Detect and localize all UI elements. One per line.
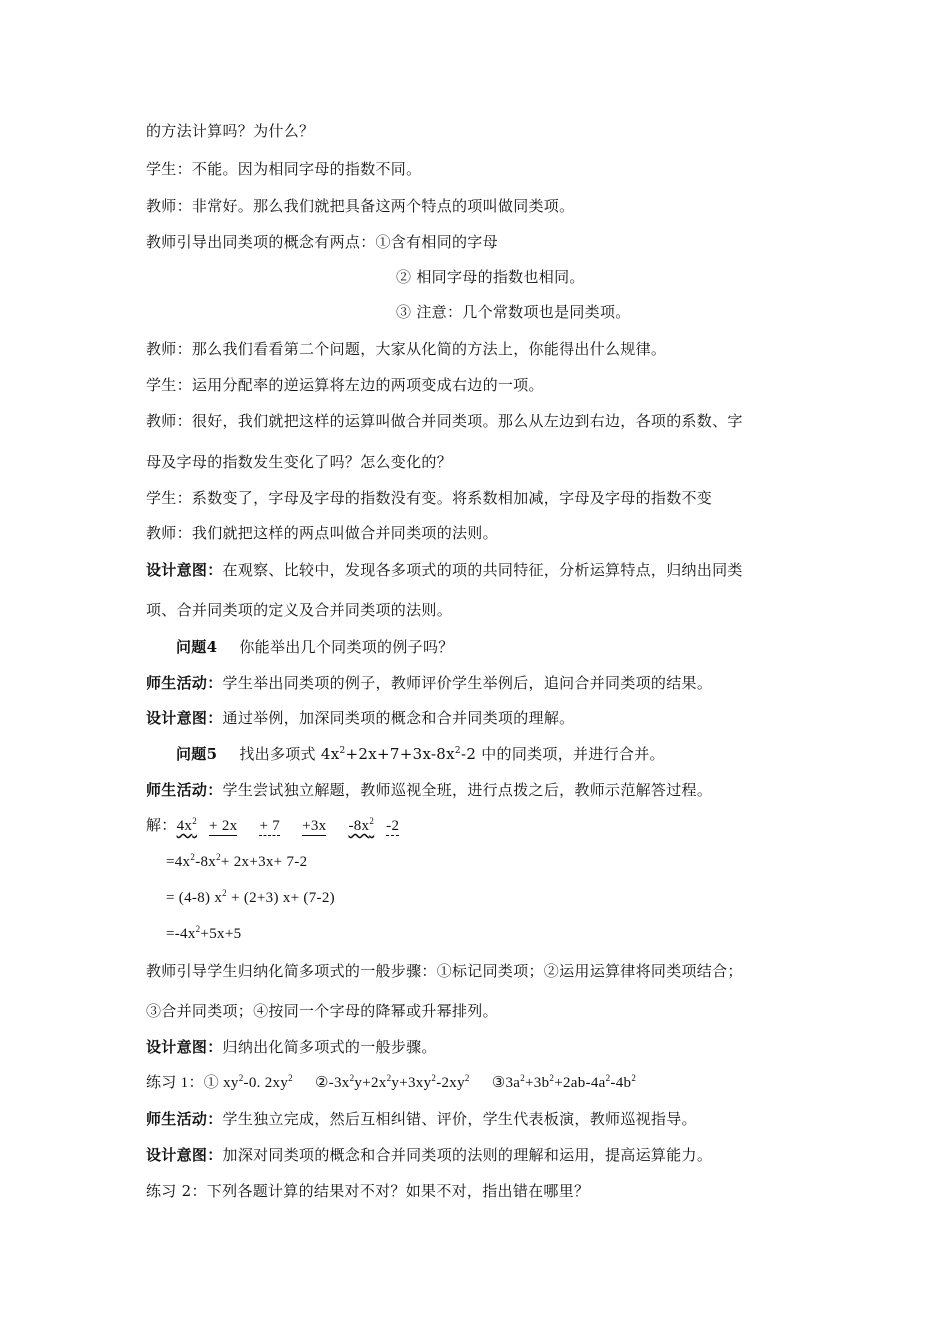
activity-line <box>146 1109 697 1129</box>
activity-label: 师生活动： <box>146 1110 223 1128</box>
activity-line <box>146 780 712 800</box>
text-line: 教师引导学生归纳化简多项式的一般步骤：①标记同类项；②运用运算律将同类项结合； <box>146 962 743 980</box>
text-line: 教师：我们就把这样的两点叫做合并同类项的法则。 <box>146 524 498 542</box>
text: -2 中的同类项，并进行合并。 <box>460 745 665 763</box>
text: 在观察、比较中，发现各多项式的项的共同特征，分析运算特点，归纳出同类 <box>222 561 743 579</box>
term-marked: $4x^2$ <box>176 816 198 834</box>
solution-label: 解： <box>146 818 177 834</box>
activity-line <box>146 673 712 693</box>
activity-label: 师生活动： <box>146 781 223 799</box>
term-marked: + 7 <box>259 818 281 834</box>
text-line: 练习 2：下列各题计算的结果对不对？如果不对，指出错在哪里？ <box>146 1182 590 1200</box>
design-intent-line <box>146 1145 712 1165</box>
text: 学生尝试独立解题，教师巡视全班，进行点拨之后，教师示范解答过程。 <box>222 781 713 799</box>
text: 你能举出几个同类项的例子吗？ <box>239 638 454 656</box>
text-line: 教师：很好，我们就把这样的运算叫做合并同类项。那么从左边到右边，各项的系数、字 <box>146 412 743 430</box>
text-line: 教师引导出同类项的概念有两点：①含有相同的字母 <box>146 233 498 251</box>
design-intent-label: 设计意图： <box>146 709 223 727</box>
activity-label: 师生活动： <box>146 674 223 692</box>
design-intent-line <box>146 1037 437 1057</box>
text-line: 的方法计算吗？为什么？ <box>146 122 315 140</box>
design-intent-label: 设计意图： <box>146 1038 223 1056</box>
text: 找出多项式 4x <box>239 745 340 763</box>
solution-step: $=4x^2-8x^2+ 2x+3x+ 7-2$ <box>166 852 308 870</box>
exponent: 2 <box>454 746 461 756</box>
text-line: 教师：非常好。那么我们就把具备这两个特点的项叫做同类项。 <box>146 197 575 215</box>
exercise-label: 练习 1： <box>146 1075 204 1091</box>
question-line <box>176 637 454 657</box>
term-marked: $-8x^2$ <box>348 816 375 834</box>
text: 学生独立完成，然后互相纠错、评价，学生代表板演，教师巡视指导。 <box>222 1110 697 1128</box>
term-marked: + 2x <box>209 818 238 834</box>
text-line: 学生：不能。因为相同字母的指数不同。 <box>146 160 422 178</box>
question-label: 问题5 <box>176 745 218 763</box>
text: +2x+7+3x-8x <box>345 745 455 763</box>
text-line: ② 相同字母的指数也相同。 <box>396 268 585 286</box>
text-line: 项、合并同类项的定义及合并同类项的法则。 <box>146 601 453 619</box>
solution-line <box>146 816 399 836</box>
term-marked: +3x <box>302 818 327 834</box>
exercise-line: 练习 1：① $xy^2-0$. $2xy^2$ $②-3x^2y+2x^2y+3xy^2-2xy^2$ $③3a^2+3b^2+2ab-4a^2-4b^2$ <box>146 1073 637 1091</box>
design-intent-line <box>146 560 743 580</box>
text-line: 母及字母的指数发生变化了吗？怎么变化的？ <box>146 453 453 471</box>
term-marked: -2 <box>386 818 400 834</box>
design-intent-label: 设计意图： <box>146 561 223 579</box>
question-line <box>176 744 665 764</box>
text: 通过举例，加深同类项的概念和合并同类项的理解。 <box>222 709 575 727</box>
text-line: 学生：运用分配率的逆运算将左边的两项变成右边的一项。 <box>146 376 544 394</box>
solution-step: = (4-8) $x^2 + (2+3)$ x+ (7-2) <box>166 888 335 906</box>
text: 加深对同类项的概念和合并同类项的法则的理解和运用，提高运算能力。 <box>222 1146 713 1164</box>
text: 学生举出同类项的例子，教师评价学生举例后，追问合并同类项的结果。 <box>222 674 713 692</box>
design-intent-label: 设计意图： <box>146 1146 223 1164</box>
solution-step: $=-4x^2+5x+5$ <box>166 924 242 942</box>
text-line: 学生：系数变了，字母及字母的指数没有变。将系数相加减，字母及字母的指数不变 <box>146 489 713 507</box>
question-label: 问题4 <box>176 638 218 656</box>
text-line: ③ 注意：几个常数项也是同类项。 <box>396 303 631 321</box>
design-intent-line <box>146 708 574 728</box>
exponent: 2 <box>339 746 346 756</box>
text-line: 教师：那么我们看看第二个问题，大家从化简的方法上，你能得出什么规律。 <box>146 340 667 358</box>
text: 归纳出化简多项式的一般步骤。 <box>222 1038 437 1056</box>
text-line: ③合并同类项；④按同一个字母的降幂或升幂排列。 <box>146 1002 498 1020</box>
